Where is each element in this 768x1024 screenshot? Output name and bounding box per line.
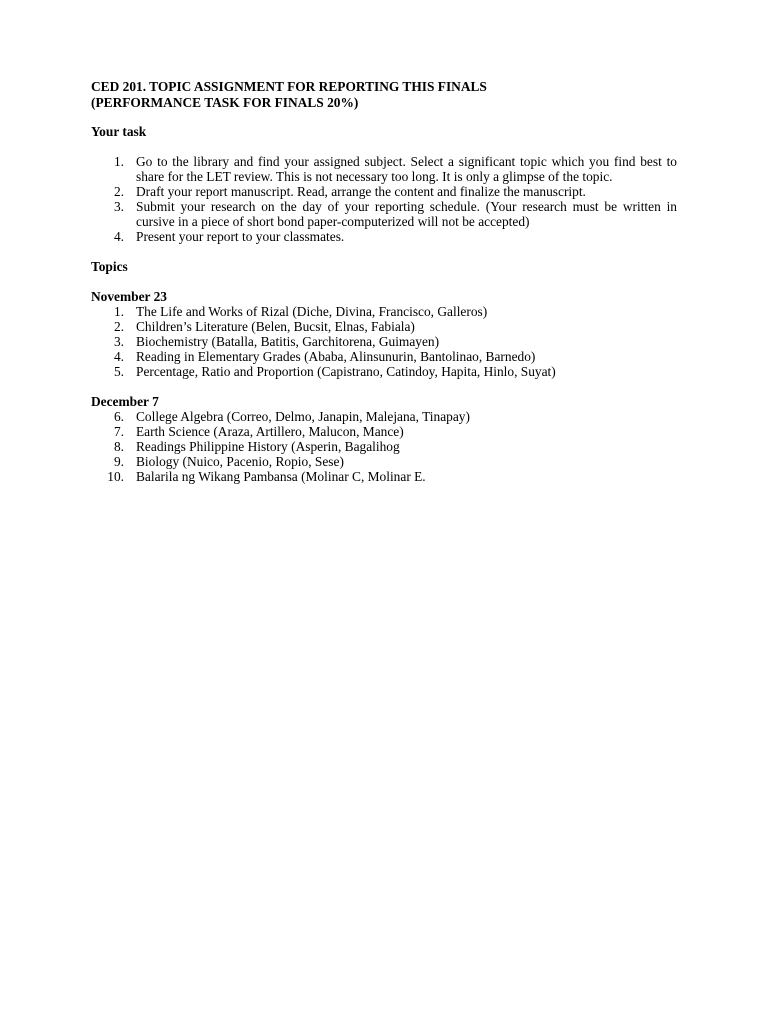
list-item [91, 229, 677, 244]
list-item-number: 2. [113, 319, 124, 334]
list-item-text: Earth Science (Araza, Artillero, Malucon, Mance) [136, 424, 404, 439]
list-item [91, 364, 677, 379]
topics-heading: Topics [91, 259, 128, 274]
list-item-text: Readings Philippine History (Asperin, Bagalihog [136, 439, 400, 454]
topic-list [91, 304, 677, 379]
list-item-text: Draft your report manuscript. Read, arrange the content and finalize the manuscript. [136, 184, 586, 199]
topic-list [91, 409, 677, 484]
list-item-number: 4. [113, 229, 124, 244]
document-title-line-1: CED 201. TOPIC ASSIGNMENT FOR REPORTING THIS FINALS [91, 79, 487, 94]
list-item-number: 9. [113, 454, 124, 469]
list-item [91, 424, 677, 439]
task-list [91, 154, 677, 244]
list-item-text: College Algebra (Correo, Delmo, Janapin, Malejana, Tinapay) [136, 409, 470, 424]
list-item-text: Biology (Nuico, Pacenio, Ropio, Sese) [136, 454, 344, 469]
list-item-text: Biochemistry (Batalla, Batitis, Garchitorena, Guimayen) [136, 334, 440, 349]
list-item-number: 1. [113, 154, 124, 169]
list-item [91, 154, 677, 184]
list-item-number: 10. [107, 469, 124, 484]
list-item [91, 454, 677, 469]
list-item [91, 349, 677, 364]
list-item [91, 439, 677, 454]
list-item [91, 469, 677, 484]
list-item-text: Submit your research on the day of your reporting schedule. (Your research must be written in cursive in a piece of short bond paper-computerized will not be accepted) [136, 199, 677, 229]
list-item [91, 409, 677, 424]
document-title-line-2: (PERFORMANCE TASK FOR FINALS 20%) [91, 95, 359, 110]
list-item-text: Children’s Literature (Belen, Bucsit, Elnas, Fabiala) [136, 319, 415, 334]
list-item-number: 3. [113, 334, 124, 349]
list-item [91, 319, 677, 334]
list-item-number: 1. [113, 304, 124, 319]
task-heading: Your task [91, 124, 147, 139]
list-item-text: Reading in Elementary Grades (Ababa, Alinsunurin, Bantolinao, Barnedo) [136, 349, 536, 364]
list-item-number: 8. [113, 439, 124, 454]
list-item-text: Percentage, Ratio and Proportion (Capistrano, Catindoy, Hapita, Hinlo, Suyat) [136, 364, 556, 379]
list-item-number: 5. [113, 364, 124, 379]
list-item [91, 184, 677, 199]
group-date: December 7 [91, 394, 159, 409]
list-item-number: 4. [113, 349, 124, 364]
list-item [91, 334, 677, 349]
list-item [91, 304, 677, 319]
list-item-number: 3. [113, 199, 124, 214]
list-item-text: Go to the library and find your assigned subject. Select a significant topic which you find best to share for the LET review. This is not necessary too long. It is only a glimpse of the topic. [136, 154, 677, 184]
group-date: November 23 [91, 289, 167, 304]
list-item-text: Present your report to your classmates. [136, 229, 345, 244]
list-item-text: Balarila ng Wikang Pambansa (Molinar C, Molinar E. [136, 469, 426, 484]
list-item-number: 6. [113, 409, 124, 424]
list-item [91, 199, 677, 229]
list-item-text: The Life and Works of Rizal (Diche, Divina, Francisco, Galleros) [136, 304, 488, 319]
list-item-number: 2. [113, 184, 124, 199]
document-page [91, 79, 677, 484]
list-item-number: 7. [113, 424, 124, 439]
